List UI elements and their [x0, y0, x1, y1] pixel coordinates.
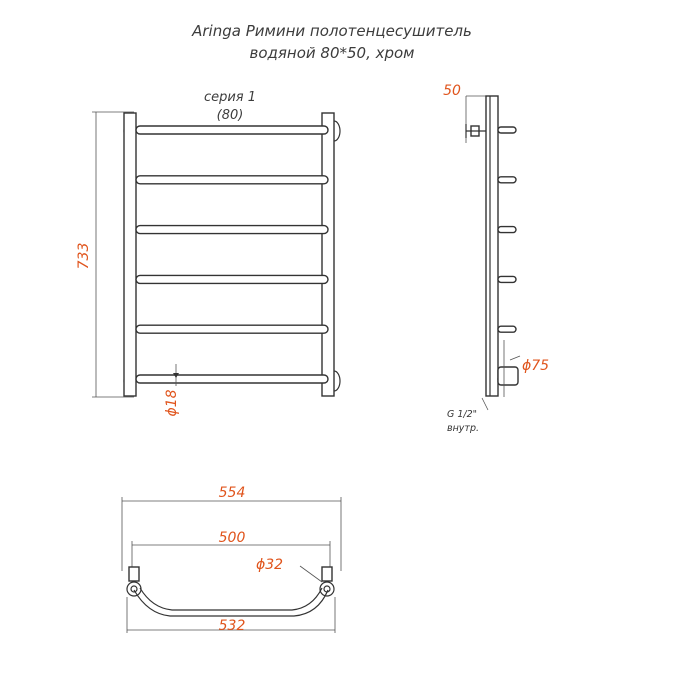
center-distance: 500 — [218, 530, 246, 546]
rung-diameter: ϕ18 — [164, 389, 180, 417]
left-mount-ring — [127, 582, 141, 596]
side-rung — [498, 227, 516, 233]
side-post — [486, 96, 498, 396]
top-view — [122, 485, 341, 634]
side-view — [443, 83, 549, 434]
thread-label: G 1/2" — [447, 409, 478, 420]
front-view — [76, 90, 340, 417]
rung — [136, 226, 328, 234]
bottom-fitting — [498, 367, 518, 385]
side-rung — [498, 177, 516, 183]
rung — [136, 176, 328, 184]
rung — [136, 126, 328, 134]
side-rung — [498, 276, 516, 282]
depth-dimension: 50 — [443, 83, 461, 99]
fitting-diameter: ϕ75 — [522, 358, 550, 374]
left-post — [124, 113, 136, 396]
height-dimension: 733 — [76, 242, 92, 270]
side-rung — [498, 127, 516, 133]
mount-diameter: ϕ32 — [256, 557, 284, 573]
side-rung — [498, 326, 516, 332]
series-label: серия 1 — [203, 90, 257, 105]
series-value: (80) — [216, 108, 244, 123]
overall-width: 554 — [218, 485, 246, 501]
thread-note: внутр. — [447, 423, 480, 434]
rungs — [136, 126, 328, 383]
right-post — [322, 113, 334, 396]
side-rungs — [498, 127, 516, 382]
title-line-1: Aringa Римини полотенцесушитель — [192, 22, 472, 40]
bottom-bar — [134, 590, 328, 616]
rung — [136, 375, 328, 383]
base-width: 532 — [218, 618, 246, 634]
rung — [136, 275, 328, 283]
title-line-2: водяной 80*50, хром — [249, 44, 415, 62]
rung — [136, 325, 328, 333]
